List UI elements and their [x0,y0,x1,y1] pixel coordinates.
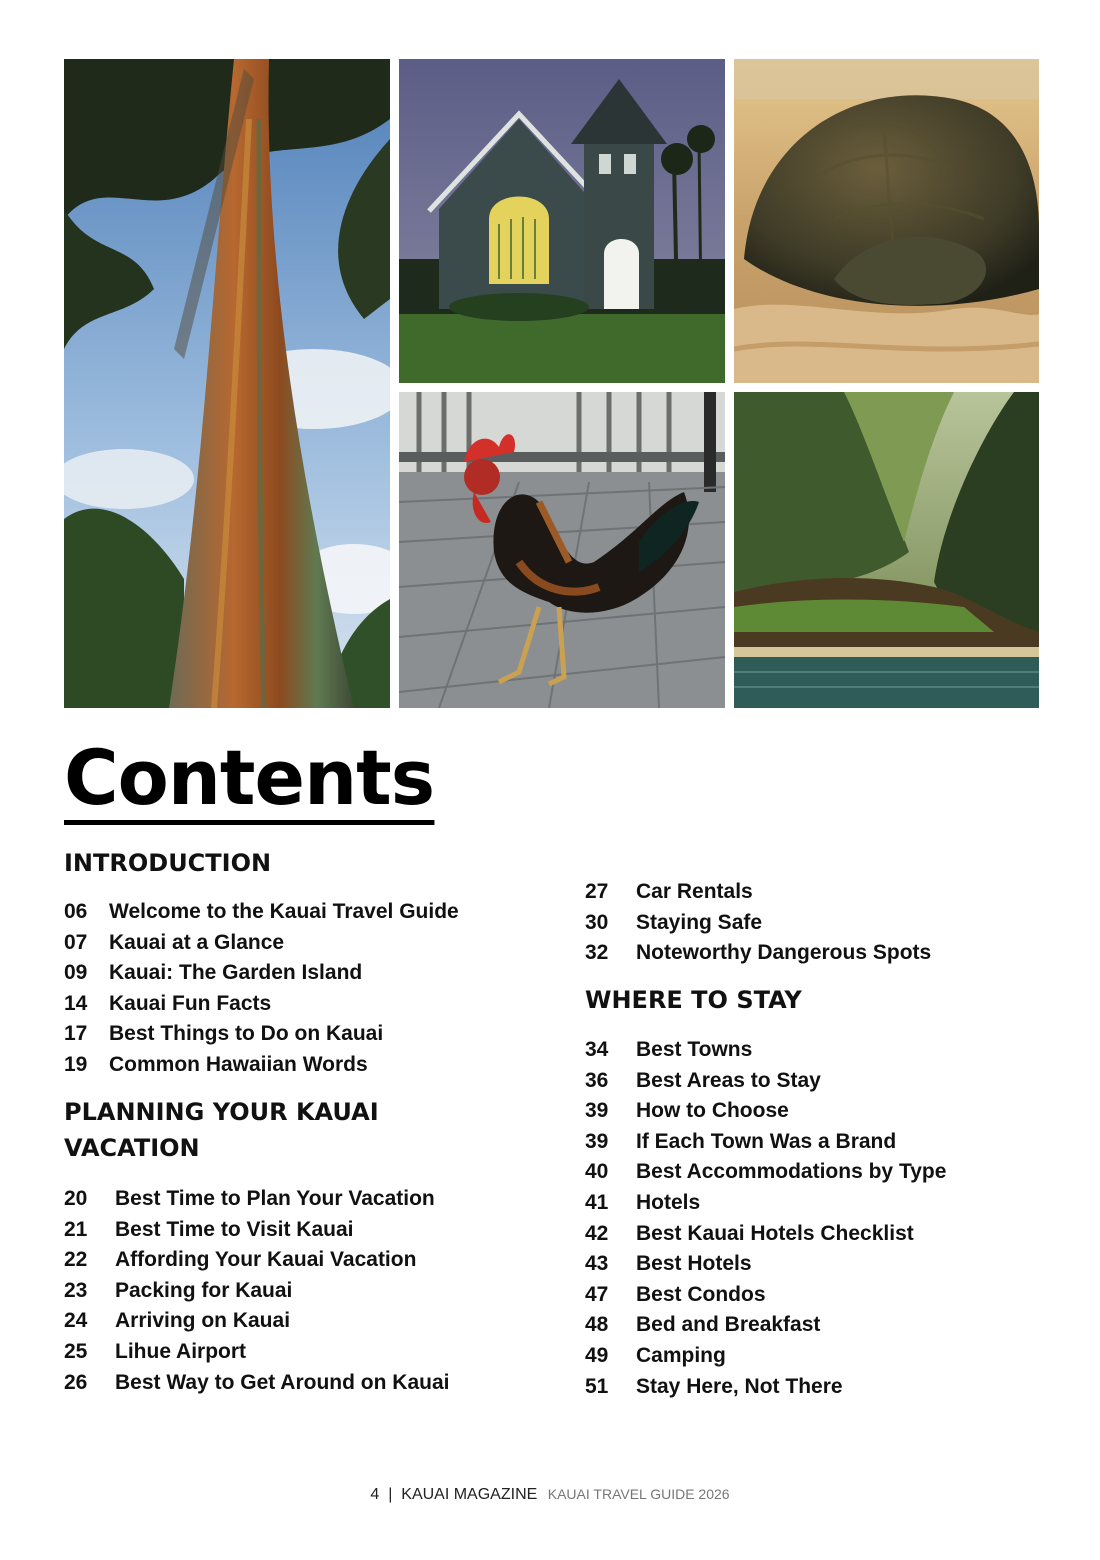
toc-page-number: 39 [585,1129,609,1153]
toc-page-number: 41 [585,1190,609,1214]
footer-page-number: 4 [370,1486,380,1503]
toc-item[interactable] [64,1184,449,1215]
toc-item[interactable] [585,1188,946,1219]
toc-label: Stay Here, Not There [636,1374,843,1398]
toc-label: Camping [636,1343,726,1367]
toc-page-number: 07 [64,930,88,954]
toc-label: Best Time to Visit Kauai [115,1217,354,1241]
toc-item[interactable] [585,1096,946,1127]
toc-item[interactable] [585,1035,946,1066]
toc-label: If Each Town Was a Brand [636,1129,897,1153]
toc-item[interactable] [585,1280,946,1311]
toc-item[interactable] [64,958,459,989]
toc-item[interactable] [64,989,459,1020]
toc-label: Arriving on Kauai [115,1309,291,1333]
toc-item[interactable] [64,1019,459,1050]
toc-label: Kauai Fun Facts [109,991,272,1015]
toc-item[interactable] [585,1249,946,1280]
toc-page-number: 06 [64,900,88,923]
toc-page-number: 36 [585,1068,609,1092]
toc-label: Affording Your Kauai Vacation [115,1248,417,1272]
toc-page-number: 09 [64,961,88,985]
toc-label: Kauai: The Garden Island [109,961,363,985]
toc-label: Best Time to Plan Your Vacation [115,1187,435,1210]
toc-list-planning-continued [585,877,931,969]
toc-page-number: 17 [64,1022,88,1046]
page-footer [0,1486,1100,1504]
toc-item[interactable] [64,1276,449,1307]
section-heading-introduction: INTRODUCTION [64,849,272,877]
toc-label: Welcome to the Kauai Travel Guide [109,900,459,923]
toc-item[interactable] [585,908,931,939]
section-heading-where-to-stay: WHERE TO STAY [585,986,802,1014]
toc-label: Hotels [636,1190,701,1214]
toc-label: Best Things to Do on Kauai [109,1022,384,1046]
toc-page-number: 43 [585,1252,609,1276]
toc-item[interactable] [64,1337,449,1368]
toc-item[interactable] [585,1066,946,1097]
footer-magazine-name: KAUAI MAGAZINE [401,1486,538,1503]
napali-cliffs-photo [734,392,1039,708]
toc-page-number: 30 [585,910,609,934]
toc-list-where-to-stay [585,1035,946,1402]
toc-label: Best Towns [636,1038,753,1061]
toc-label: Bed and Breakfast [636,1313,821,1337]
toc-label: Common Hawaiian Words [109,1052,368,1076]
sea-turtle-photo [734,59,1039,383]
toc-label: Staying Safe [636,910,763,934]
toc-page-number: 49 [585,1343,609,1367]
toc-label: Kauai at a Glance [109,930,285,954]
toc-item[interactable] [585,1372,946,1403]
toc-page-number: 26 [64,1370,88,1394]
section-heading-planning-line1: PLANNING YOUR KAUAI [64,1098,379,1126]
toc-item[interactable] [585,938,931,969]
toc-page-number: 34 [585,1038,609,1061]
rooster-photo [399,392,725,708]
section-heading-planning-line2: VACATION [64,1134,200,1162]
toc-item[interactable] [585,1157,946,1188]
toc-page-number: 23 [64,1278,88,1302]
toc-item[interactable] [64,1245,449,1276]
toc-page-number: 14 [64,991,88,1015]
toc-page-number: 25 [64,1339,88,1363]
toc-label: Best Accommodations by Type [636,1160,947,1184]
toc-item[interactable] [64,1050,459,1081]
toc-item[interactable] [585,1310,946,1341]
footer-guide-title: KAUAI TRAVEL GUIDE 2026 [547,1486,730,1502]
toc-page-number: 32 [585,941,609,965]
footer-separator: | [388,1486,393,1503]
toc-item[interactable] [585,1127,946,1158]
toc-page-number: 40 [585,1160,609,1184]
toc-label: Best Areas to Stay [636,1068,821,1092]
toc-label: Lihue Airport [115,1339,247,1363]
toc-label: Best Condos [636,1282,766,1306]
toc-list-introduction [64,897,459,1081]
toc-item[interactable] [585,1219,946,1250]
toc-label: Best Kauai Hotels Checklist [636,1221,914,1245]
toc-label: How to Choose [636,1099,789,1123]
toc-page-number: 19 [64,1052,88,1076]
toc-label: Car Rentals [636,880,753,903]
toc-page-number: 24 [64,1309,88,1333]
toc-label: Noteworthy Dangerous Spots [636,941,932,965]
toc-label: Best Hotels [636,1252,752,1276]
toc-page-number: 22 [64,1248,88,1272]
toc-list-planning [64,1184,449,1398]
toc-label: Packing for Kauai [115,1278,293,1302]
toc-item[interactable] [64,928,459,959]
toc-page-number: 21 [64,1217,88,1241]
toc-page-number: 48 [585,1313,609,1337]
section-heading-planning [64,1094,379,1166]
toc-page-number: 42 [585,1221,609,1245]
toc-page-number: 20 [64,1187,88,1210]
page-title: Contents [64,738,434,825]
toc-item[interactable] [64,1368,449,1399]
toc-item[interactable] [64,1215,449,1246]
photo-collage [64,59,1039,708]
toc-item[interactable] [585,877,931,908]
toc-item[interactable] [585,1341,946,1372]
toc-label: Best Way to Get Around on Kauai [115,1370,450,1394]
toc-item[interactable] [64,1306,449,1337]
church-photo [399,59,725,383]
toc-page-number: 47 [585,1282,609,1306]
toc-item[interactable] [64,897,459,928]
toc-page-number: 51 [585,1374,609,1398]
rainbow-eucalyptus-photo [64,59,390,708]
toc-page-number: 39 [585,1099,609,1123]
toc-page-number: 27 [585,880,609,903]
